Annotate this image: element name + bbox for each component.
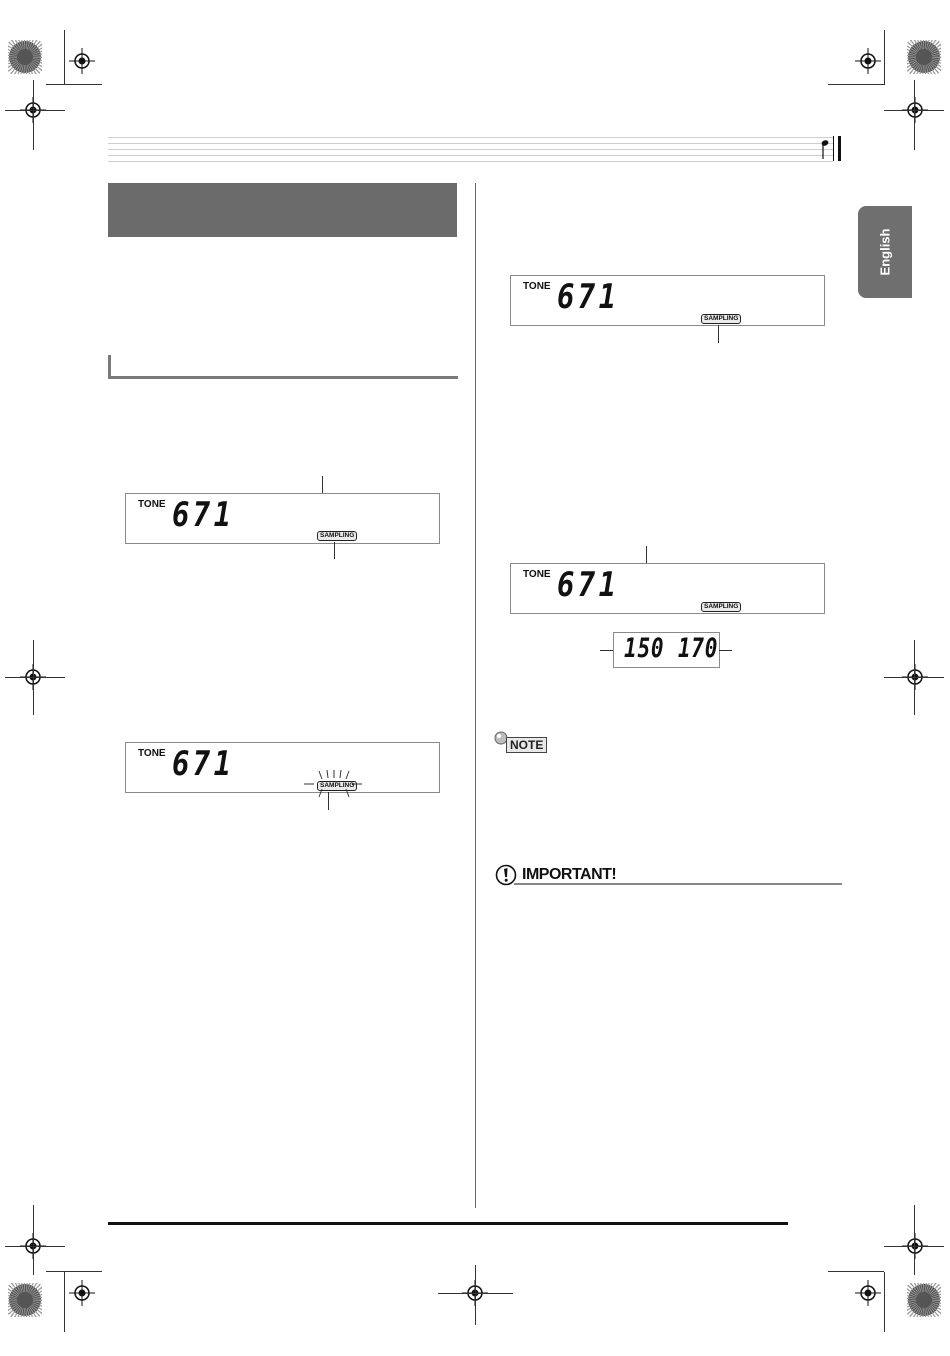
tone-number: 671 (557, 565, 620, 605)
range-display (613, 632, 720, 668)
staff-line (108, 161, 833, 162)
lcd-display (125, 493, 440, 544)
crop-mark (5, 677, 65, 678)
staff-line (108, 155, 833, 156)
crop-mark (828, 84, 884, 85)
registration-sunburst-icon (907, 40, 941, 74)
lcd-display (510, 275, 825, 326)
range-values: 150 170 (624, 633, 719, 664)
section-heading-bar (108, 183, 457, 237)
blink-rays-icon (302, 769, 364, 803)
staff-barline (833, 136, 834, 161)
lcd-display (510, 563, 825, 614)
crop-mark (64, 30, 65, 85)
registration-sunburst-icon (907, 1283, 941, 1317)
registration-sunburst-icon (8, 40, 42, 74)
note-label: NOTE (506, 737, 547, 753)
column-divider (475, 183, 476, 1208)
important-label: IMPORTANT! (522, 866, 617, 883)
crop-mark (64, 1272, 65, 1332)
registration-crosshair-icon (855, 1280, 881, 1306)
registration-crosshair-icon (69, 1280, 95, 1306)
tone-label: TONE (138, 748, 166, 759)
sampling-indicator: SAMPLING (317, 781, 357, 791)
staff-barline (838, 136, 841, 161)
callout-pointer (600, 650, 613, 651)
footer-rule (108, 1222, 788, 1225)
callout-pointer (719, 650, 732, 651)
language-tab (858, 206, 912, 298)
subheading-rule (108, 376, 458, 379)
staff-line (108, 137, 833, 138)
language-tab-label: English (877, 228, 893, 276)
registration-crosshair-icon (69, 48, 95, 74)
callout-pointer (328, 792, 329, 810)
crop-mark (884, 110, 944, 111)
crop-mark (46, 1271, 102, 1272)
important-rule (514, 883, 842, 885)
music-note-icon (820, 138, 830, 160)
crop-mark (884, 1246, 944, 1247)
crop-mark (5, 1246, 65, 1247)
crop-mark (884, 677, 944, 678)
tone-number: 671 (172, 495, 235, 535)
callout-pointer (322, 476, 323, 493)
crop-mark (914, 80, 915, 150)
registration-sunburst-icon (8, 1283, 42, 1317)
crop-mark (5, 110, 65, 111)
tone-label: TONE (523, 569, 551, 580)
crop-mark (828, 1271, 884, 1272)
crop-mark (884, 1272, 885, 1332)
sampling-indicator: SAMPLING (701, 602, 741, 612)
crop-mark (914, 1205, 915, 1275)
crop-mark (33, 80, 34, 150)
crop-mark (475, 1265, 476, 1325)
lcd-display (125, 742, 440, 793)
tone-number: 671 (172, 744, 235, 784)
staff-line (108, 143, 833, 144)
tone-label: TONE (523, 281, 551, 292)
tone-number: 671 (557, 277, 620, 317)
callout-pointer (718, 325, 719, 343)
callout-pointer (646, 546, 647, 563)
crop-mark (46, 84, 102, 85)
crop-mark (33, 1205, 34, 1275)
sampling-indicator: SAMPLING (317, 531, 357, 541)
callout-pointer (334, 542, 335, 559)
crop-mark (884, 30, 885, 85)
staff-line (108, 149, 833, 150)
tone-label: TONE (138, 499, 166, 510)
registration-crosshair-icon (855, 48, 881, 74)
sampling-indicator: SAMPLING (701, 314, 741, 324)
